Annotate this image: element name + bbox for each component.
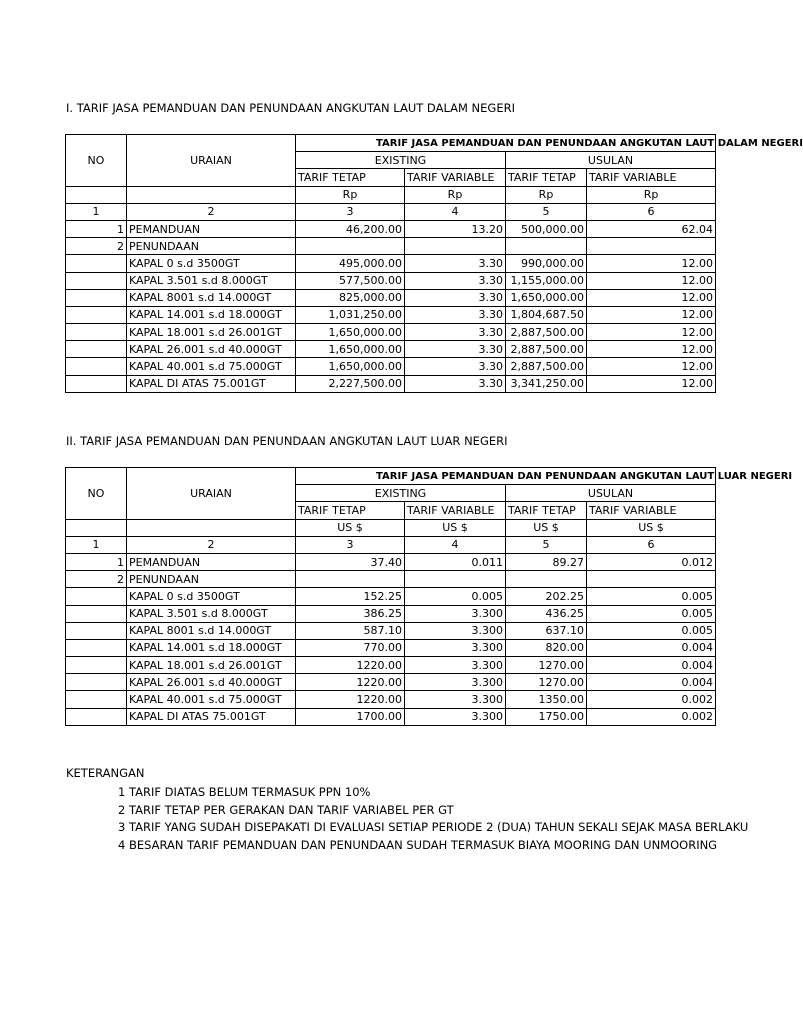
header-currency-blank <box>127 186 296 203</box>
header-existing-tarif-tetap: TARIF TETAP <box>296 502 405 519</box>
row-existing-tarif-variable: 0.005 <box>405 588 506 605</box>
row-no <box>66 306 127 323</box>
row-usulan-tarif-tetap: 1,650,000.00 <box>506 289 587 306</box>
column-number: 5 <box>506 203 587 220</box>
row-usulan-tarif-tetap: 2,887,500.00 <box>506 341 587 358</box>
row-existing-tarif-tetap: 495,000.00 <box>296 255 405 272</box>
table-row <box>66 324 716 341</box>
column-number: 1 <box>66 536 127 553</box>
row-existing-tarif-tetap: 1220.00 <box>296 691 405 708</box>
header-currency-blank <box>127 519 296 536</box>
row-existing-tarif-variable <box>405 238 506 255</box>
table-row <box>66 708 716 725</box>
row-existing-tarif-tetap: 1,650,000.00 <box>296 341 405 358</box>
row-uraian: KAPAL 0 s.d 3500GT <box>127 255 296 272</box>
table-row <box>66 553 716 570</box>
header-currency: US $ <box>506 519 587 536</box>
header-existing: EXISTING <box>296 485 506 502</box>
header-usulan-tarif-tetap: TARIF TETAP <box>506 502 587 519</box>
row-usulan-tarif-tetap: 1270.00 <box>506 674 587 691</box>
row-usulan-tarif-variable <box>587 238 716 255</box>
header-currency: US $ <box>405 519 506 536</box>
row-usulan-tarif-variable: 0.004 <box>587 657 716 674</box>
table-row <box>66 272 716 289</box>
row-no <box>66 341 127 358</box>
row-uraian: KAPAL 3.501 s.d 8.000GT <box>127 272 296 289</box>
row-existing-tarif-variable: 3.30 <box>405 324 506 341</box>
table-row <box>66 255 716 272</box>
row-uraian: PEMANDUAN <box>127 220 296 237</box>
row-existing-tarif-tetap: 587.10 <box>296 622 405 639</box>
row-usulan-tarif-tetap: 500,000.00 <box>506 220 587 237</box>
table-row <box>66 657 716 674</box>
table-row <box>66 691 716 708</box>
table-row <box>66 639 716 656</box>
row-no <box>66 272 127 289</box>
table-row <box>66 220 716 237</box>
row-uraian: PENUNDAAN <box>127 238 296 255</box>
row-existing-tarif-variable: 3.300 <box>405 691 506 708</box>
header-usulan: USULAN <box>506 485 716 502</box>
header-group: TARIF JASA PEMANDUAN DAN PENUNDAAN ANGKUTAN LAUT DALAM NEGERI <box>296 135 716 152</box>
row-uraian: PENUNDAAN <box>127 571 296 588</box>
row-existing-tarif-tetap <box>296 238 405 255</box>
table-row <box>66 341 716 358</box>
column-number: 3 <box>296 536 405 553</box>
row-existing-tarif-tetap <box>296 571 405 588</box>
row-uraian: KAPAL 14.001 s.d 18.000GT <box>127 306 296 323</box>
row-usulan-tarif-variable: 12.00 <box>587 255 716 272</box>
row-existing-tarif-variable: 3.30 <box>405 306 506 323</box>
header-existing-tarif-tetap: TARIF TETAP <box>296 169 405 186</box>
row-existing-tarif-variable <box>405 571 506 588</box>
row-existing-tarif-tetap: 825,000.00 <box>296 289 405 306</box>
column-number: 2 <box>127 536 296 553</box>
row-existing-tarif-tetap: 1220.00 <box>296 657 405 674</box>
table-row <box>66 306 716 323</box>
row-usulan-tarif-tetap: 1750.00 <box>506 708 587 725</box>
note-item: 3 TARIF YANG SUDAH DISEPAKATI DI EVALUASI SETIAP PERIODE 2 (DUA) TAHUN SEKALI SEJAK MASA BERLAKU <box>118 820 749 834</box>
row-uraian: KAPAL 26.001 s.d 40.000GT <box>127 674 296 691</box>
table-row <box>66 622 716 639</box>
header-uraian: URAIAN <box>127 135 296 187</box>
header-currency-blank <box>66 186 127 203</box>
row-existing-tarif-tetap: 46,200.00 <box>296 220 405 237</box>
note-item: 4 BESARAN TARIF PEMANDUAN DAN PENUNDAAN SUDAH TERMASUK BIAYA MOORING DAN UNMOORING <box>118 837 718 852</box>
header-usulan-tarif-variable: TARIF VARIABLE <box>587 169 716 186</box>
row-usulan-tarif-variable: 12.00 <box>587 375 716 392</box>
row-usulan-tarif-variable: 0.004 <box>587 639 716 656</box>
section2-title: II. TARIF JASA PEMANDUAN DAN PENUNDAAN ANGKUTAN LAUT LUAR NEGERI <box>66 434 508 448</box>
row-usulan-tarif-variable: 0.002 <box>587 691 716 708</box>
note-item: 2 TARIF TETAP PER GERAKAN DAN TARIF VARIABEL PER GT <box>118 802 454 817</box>
row-existing-tarif-variable: 13.20 <box>405 220 506 237</box>
header-currency-blank <box>66 519 127 536</box>
row-existing-tarif-tetap: 770.00 <box>296 639 405 656</box>
row-existing-tarif-tetap: 1700.00 <box>296 708 405 725</box>
row-usulan-tarif-tetap: 1350.00 <box>506 691 587 708</box>
row-usulan-tarif-variable: 12.00 <box>587 324 716 341</box>
row-existing-tarif-tetap: 1220.00 <box>296 674 405 691</box>
header-currency: US $ <box>587 519 716 536</box>
notes-section <box>66 766 748 854</box>
row-existing-tarif-tetap: 577,500.00 <box>296 272 405 289</box>
row-no: 1 <box>66 220 127 237</box>
row-existing-tarif-tetap: 1,650,000.00 <box>296 358 405 375</box>
row-uraian: KAPAL 0 s.d 3500GT <box>127 588 296 605</box>
row-uraian: KAPAL 26.001 s.d 40.000GT <box>127 341 296 358</box>
notes-heading: KETERANGAN <box>66 766 145 780</box>
row-usulan-tarif-variable: 12.00 <box>587 306 716 323</box>
row-uraian: KAPAL 8001 s.d 14.000GT <box>127 622 296 639</box>
header-group: TARIF JASA PEMANDUAN DAN PENUNDAAN ANGKUTAN LAUT LUAR NEGERI <box>296 468 716 485</box>
column-number: 2 <box>127 203 296 220</box>
table-row <box>66 358 716 375</box>
header-existing-tarif-variable: TARIF VARIABLE <box>405 502 506 519</box>
row-no <box>66 588 127 605</box>
row-existing-tarif-variable: 3.30 <box>405 358 506 375</box>
row-usulan-tarif-variable: 12.00 <box>587 358 716 375</box>
column-number: 6 <box>587 536 716 553</box>
row-no <box>66 674 127 691</box>
row-no <box>66 289 127 306</box>
table-row <box>66 674 716 691</box>
row-existing-tarif-tetap: 37.40 <box>296 553 405 570</box>
row-usulan-tarif-variable: 12.00 <box>587 341 716 358</box>
row-usulan-tarif-variable: 12.00 <box>587 272 716 289</box>
column-number: 4 <box>405 536 506 553</box>
row-existing-tarif-variable: 3.30 <box>405 341 506 358</box>
row-usulan-tarif-tetap: 89.27 <box>506 553 587 570</box>
row-usulan-tarif-tetap: 990,000.00 <box>506 255 587 272</box>
row-usulan-tarif-variable: 0.005 <box>587 605 716 622</box>
header-usulan-tarif-variable: TARIF VARIABLE <box>587 502 716 519</box>
note-item: 1 TARIF DIATAS BELUM TERMASUK PPN 10% <box>118 785 371 799</box>
row-no <box>66 375 127 392</box>
tariff-table-foreign-wrapper <box>65 467 793 732</box>
header-usulan-tarif-tetap: TARIF TETAP <box>506 169 587 186</box>
row-uraian: KAPAL 3.501 s.d 8.000GT <box>127 605 296 622</box>
column-number: 4 <box>405 203 506 220</box>
table-row <box>66 571 716 588</box>
column-number: 3 <box>296 203 405 220</box>
table-row <box>66 605 716 622</box>
row-usulan-tarif-tetap: 2,887,500.00 <box>506 324 587 341</box>
header-currency: Rp <box>587 186 716 203</box>
row-uraian: KAPAL 40.001 s.d 75.000GT <box>127 691 296 708</box>
row-usulan-tarif-variable: 0.004 <box>587 674 716 691</box>
row-uraian: KAPAL DI ATAS 75.001GT <box>127 375 296 392</box>
table-row <box>66 375 716 392</box>
row-uraian: PEMANDUAN <box>127 553 296 570</box>
header-usulan: USULAN <box>506 152 716 169</box>
row-no <box>66 639 127 656</box>
tariff-table-domestic <box>65 134 803 393</box>
row-no <box>66 708 127 725</box>
row-no <box>66 605 127 622</box>
tariff-table-foreign <box>65 467 793 726</box>
header-currency: US $ <box>296 519 405 536</box>
row-no <box>66 255 127 272</box>
tariff-table-foreign-body <box>66 553 716 725</box>
row-existing-tarif-tetap: 2,227,500.00 <box>296 375 405 392</box>
row-usulan-tarif-tetap <box>506 571 587 588</box>
row-no <box>66 657 127 674</box>
row-existing-tarif-variable: 3.300 <box>405 674 506 691</box>
row-usulan-tarif-tetap: 436.25 <box>506 605 587 622</box>
header-no: NO <box>66 468 127 520</box>
row-no <box>66 691 127 708</box>
row-uraian: KAPAL 18.001 s.d 26.001GT <box>127 324 296 341</box>
row-usulan-tarif-variable: 0.005 <box>587 622 716 639</box>
row-no <box>66 324 127 341</box>
row-usulan-tarif-tetap <box>506 238 587 255</box>
row-usulan-tarif-variable: 0.002 <box>587 708 716 725</box>
row-usulan-tarif-tetap: 2,887,500.00 <box>506 358 587 375</box>
row-existing-tarif-tetap: 1,650,000.00 <box>296 324 405 341</box>
column-number: 1 <box>66 203 127 220</box>
row-existing-tarif-variable: 3.300 <box>405 708 506 725</box>
row-no: 2 <box>66 238 127 255</box>
row-usulan-tarif-variable: 0.012 <box>587 553 716 570</box>
row-no: 2 <box>66 571 127 588</box>
header-currency: Rp <box>296 186 405 203</box>
row-usulan-tarif-tetap: 637.10 <box>506 622 587 639</box>
table-row <box>66 289 716 306</box>
row-existing-tarif-variable: 3.300 <box>405 657 506 674</box>
row-uraian: KAPAL 40.001 s.d 75.000GT <box>127 358 296 375</box>
row-existing-tarif-variable: 3.30 <box>405 272 506 289</box>
column-number: 6 <box>587 203 716 220</box>
row-usulan-tarif-tetap: 820.00 <box>506 639 587 656</box>
header-no: NO <box>66 135 127 187</box>
row-existing-tarif-variable: 3.300 <box>405 622 506 639</box>
header-currency: Rp <box>506 186 587 203</box>
row-usulan-tarif-variable: 0.005 <box>587 588 716 605</box>
table-row <box>66 588 716 605</box>
row-usulan-tarif-variable <box>587 571 716 588</box>
row-existing-tarif-variable: 3.300 <box>405 639 506 656</box>
row-existing-tarif-variable: 3.300 <box>405 605 506 622</box>
row-existing-tarif-tetap: 386.25 <box>296 605 405 622</box>
row-existing-tarif-variable: 3.30 <box>405 375 506 392</box>
row-usulan-tarif-variable: 12.00 <box>587 289 716 306</box>
tariff-table-domestic-wrapper <box>65 134 803 399</box>
row-existing-tarif-variable: 3.30 <box>405 255 506 272</box>
row-usulan-tarif-tetap: 3,341,250.00 <box>506 375 587 392</box>
row-existing-tarif-variable: 0.011 <box>405 553 506 570</box>
header-uraian: URAIAN <box>127 468 296 520</box>
row-uraian: KAPAL 8001 s.d 14.000GT <box>127 289 296 306</box>
row-uraian: KAPAL 18.001 s.d 26.001GT <box>127 657 296 674</box>
row-usulan-tarif-variable: 62.04 <box>587 220 716 237</box>
row-usulan-tarif-tetap: 1,804,687.50 <box>506 306 587 323</box>
row-existing-tarif-variable: 3.30 <box>405 289 506 306</box>
row-existing-tarif-tetap: 1,031,250.00 <box>296 306 405 323</box>
header-existing: EXISTING <box>296 152 506 169</box>
row-no <box>66 622 127 639</box>
row-existing-tarif-tetap: 152.25 <box>296 588 405 605</box>
tariff-table-domestic-body <box>66 220 716 392</box>
column-number: 5 <box>506 536 587 553</box>
row-usulan-tarif-tetap: 1270.00 <box>506 657 587 674</box>
row-uraian: KAPAL 14.001 s.d 18.000GT <box>127 639 296 656</box>
section1-title: I. TARIF JASA PEMANDUAN DAN PENUNDAAN ANGKUTAN LAUT DALAM NEGERI <box>66 101 515 115</box>
row-usulan-tarif-tetap: 202.25 <box>506 588 587 605</box>
row-no: 1 <box>66 553 127 570</box>
header-currency: Rp <box>405 186 506 203</box>
header-existing-tarif-variable: TARIF VARIABLE <box>405 169 506 186</box>
row-usulan-tarif-tetap: 1,155,000.00 <box>506 272 587 289</box>
table-row <box>66 238 716 255</box>
row-uraian: KAPAL DI ATAS 75.001GT <box>127 708 296 725</box>
row-no <box>66 358 127 375</box>
